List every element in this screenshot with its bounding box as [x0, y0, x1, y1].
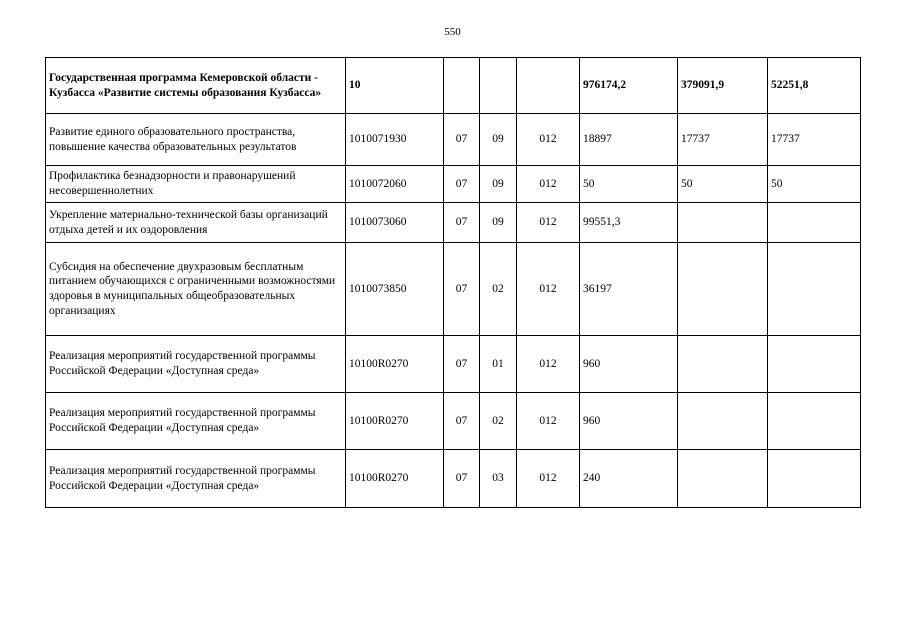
page-number: 550	[444, 26, 461, 38]
amount-cell: 52251,8	[768, 58, 861, 114]
subsection-cell: 09	[480, 166, 517, 203]
amount-cell: 960	[580, 336, 678, 393]
expense-type-cell: 012	[517, 336, 580, 393]
subsection-cell: 09	[480, 114, 517, 166]
subsection-cell: 02	[480, 243, 517, 336]
section-cell: 07	[444, 393, 480, 450]
target-code-cell: 10100R0270	[346, 336, 444, 393]
table-row	[46, 336, 861, 393]
section-cell: 07	[444, 336, 480, 393]
program-name-cell: Укрепление материально-технической базы организаций отдыха детей и их оздоровления	[46, 203, 346, 243]
amount-cell: 240	[580, 450, 678, 508]
subsection-cell: 03	[480, 450, 517, 508]
expense-type-cell	[517, 58, 580, 114]
subsection-cell: 09	[480, 203, 517, 243]
amount-cell: 50	[768, 166, 861, 203]
section-cell: 07	[444, 114, 480, 166]
section-cell: 07	[444, 203, 480, 243]
target-code-cell: 10	[346, 58, 444, 114]
expense-type-cell: 012	[517, 166, 580, 203]
subsection-cell: 01	[480, 336, 517, 393]
program-name-cell: Субсидия на обеспечение двухразовым бесплатным питанием обучающихся с ограниченными возможностями здоровья в муниципальных общеобразовательных организациях	[46, 243, 346, 336]
table-row	[46, 393, 861, 450]
amount-cell	[678, 336, 768, 393]
amount-cell	[768, 393, 861, 450]
table-row	[46, 114, 861, 166]
amount-cell	[768, 336, 861, 393]
program-name-cell: Реализация мероприятий государственной программы Российской Федерации «Доступная среда»	[46, 393, 346, 450]
amount-cell	[678, 393, 768, 450]
subsection-cell	[480, 58, 517, 114]
target-code-cell: 1010073850	[346, 243, 444, 336]
expense-type-cell: 012	[517, 114, 580, 166]
amount-cell: 960	[580, 393, 678, 450]
program-name-cell: Развитие единого образовательного пространства, повышение качества образовательных результатов	[46, 114, 346, 166]
program-name-cell: Профилактика безнадзорности и правонарушений несовершеннолетних	[46, 166, 346, 203]
amount-cell: 99551,3	[580, 203, 678, 243]
amount-cell: 976174,2	[580, 58, 678, 114]
expense-type-cell: 012	[517, 243, 580, 336]
expense-type-cell: 012	[517, 450, 580, 508]
target-code-cell: 10100R0270	[346, 393, 444, 450]
section-cell: 07	[444, 450, 480, 508]
section-cell	[444, 58, 480, 114]
amount-cell	[768, 450, 861, 508]
amount-cell: 50	[580, 166, 678, 203]
table-row	[46, 166, 861, 203]
table-row	[46, 243, 861, 336]
amount-cell: 36197	[580, 243, 678, 336]
budget-table	[45, 57, 861, 508]
amount-cell: 17737	[678, 114, 768, 166]
target-code-cell: 1010073060	[346, 203, 444, 243]
table-row	[46, 58, 861, 114]
amount-cell	[678, 450, 768, 508]
subsection-cell: 02	[480, 393, 517, 450]
amount-cell	[768, 243, 861, 336]
section-cell: 07	[444, 243, 480, 336]
amount-cell	[678, 203, 768, 243]
expense-type-cell: 012	[517, 203, 580, 243]
expense-type-cell: 012	[517, 393, 580, 450]
target-code-cell: 1010072060	[346, 166, 444, 203]
amount-cell: 17737	[768, 114, 861, 166]
amount-cell	[768, 203, 861, 243]
amount-cell: 379091,9	[678, 58, 768, 114]
program-name-cell: Государственная программа Кемеровской области - Кузбасса «Развитие системы образования Кузбасса»	[46, 58, 346, 114]
target-code-cell: 10100R0270	[346, 450, 444, 508]
table-row	[46, 450, 861, 508]
target-code-cell: 1010071930	[346, 114, 444, 166]
amount-cell	[678, 243, 768, 336]
amount-cell: 18897	[580, 114, 678, 166]
amount-cell: 50	[678, 166, 768, 203]
program-name-cell: Реализация мероприятий государственной программы Российской Федерации «Доступная среда»	[46, 450, 346, 508]
program-name-cell: Реализация мероприятий государственной программы Российской Федерации «Доступная среда»	[46, 336, 346, 393]
table-row	[46, 203, 861, 243]
section-cell: 07	[444, 166, 480, 203]
